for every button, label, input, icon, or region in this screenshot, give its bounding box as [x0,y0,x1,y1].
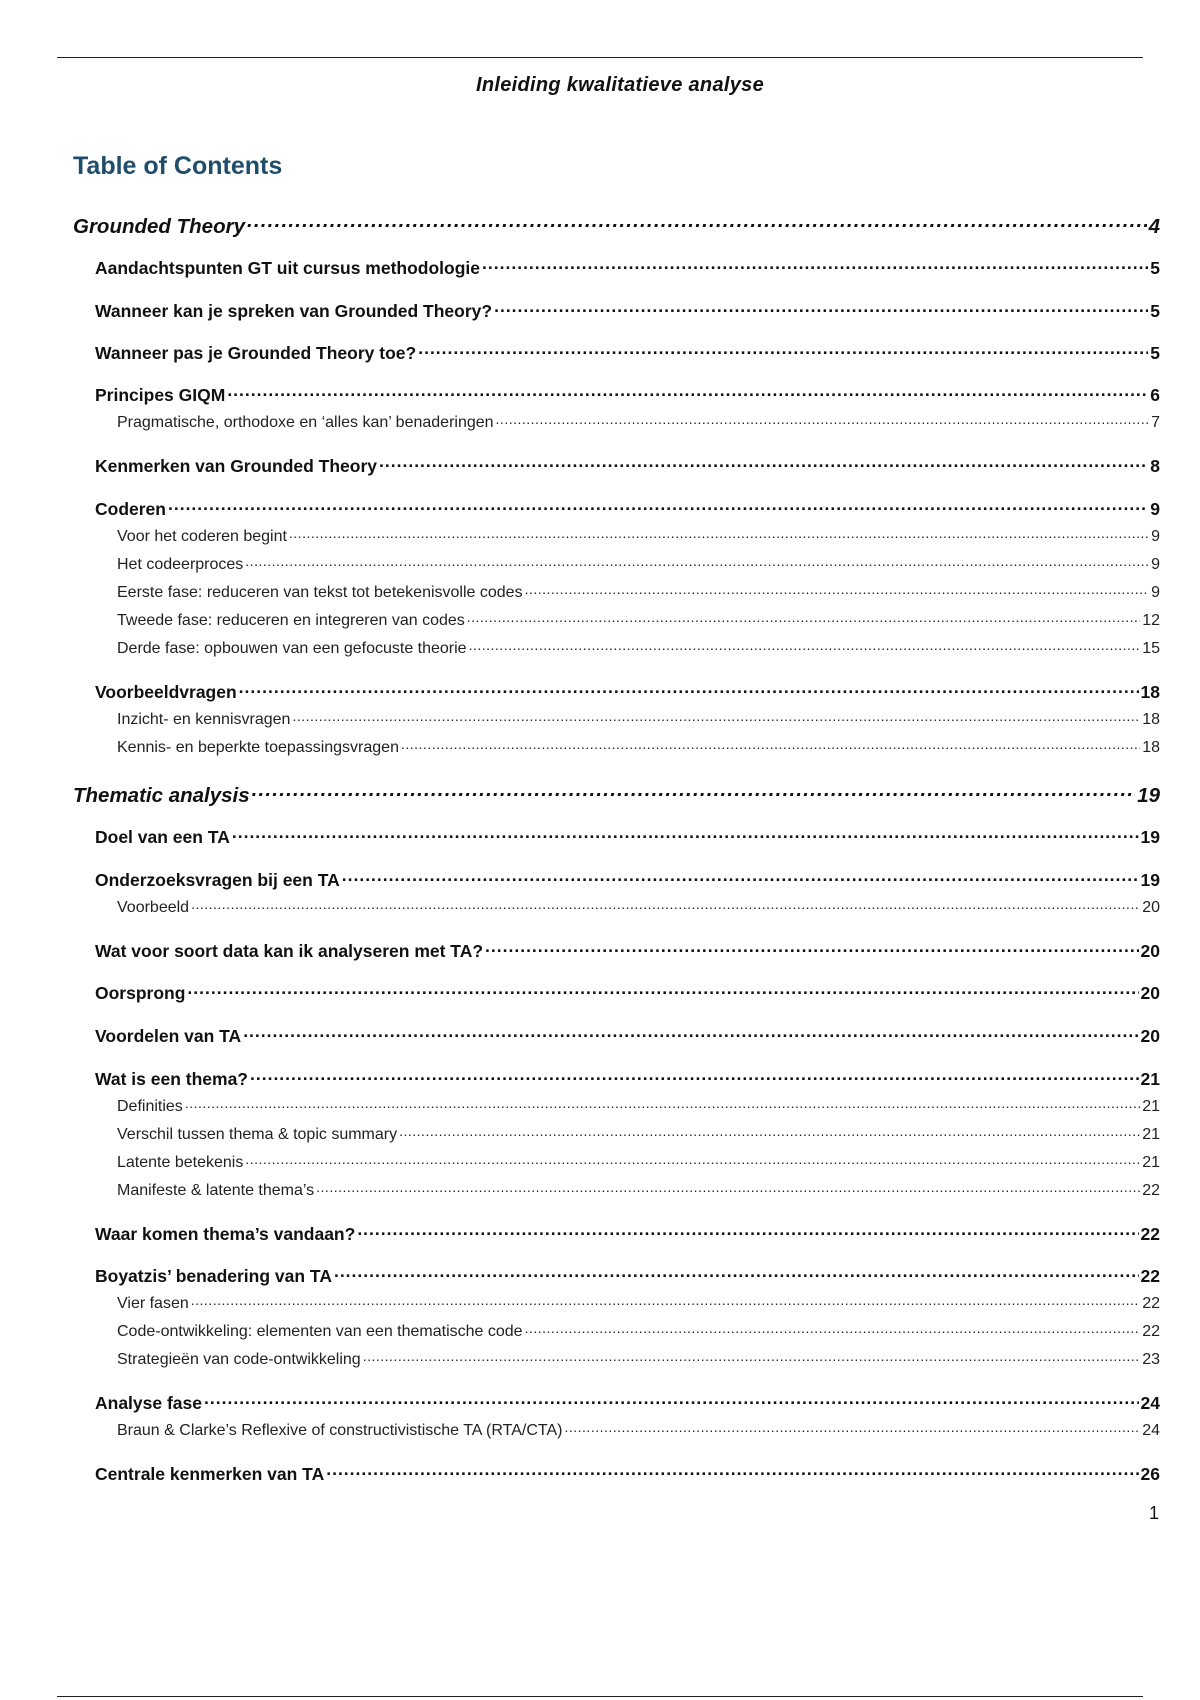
running-header: Inleiding kwalitatieve analyse [475,74,764,96]
toc-dot-leader [525,581,1150,597]
toc-entry-page: 18 [1142,711,1160,728]
toc-entry-page: 21 [1142,1126,1160,1143]
toc-entry-level-3[interactable] [117,637,1160,658]
toc-dot-leader [467,609,1140,625]
toc-entry-page: 23 [1142,1351,1160,1368]
toc-entry-label: Wat voor soort data kan ik analyseren met TA? [95,940,484,961]
toc-entry-level-3[interactable] [117,553,1160,574]
toc-dot-leader [292,708,1140,724]
toc-entry-level-3[interactable] [117,896,1160,917]
toc-entry-level-3[interactable] [117,1179,1160,1200]
toc-entry-label: Voor het coderen begint [117,528,287,545]
toc-entry-level-1[interactable] [73,212,1160,239]
toc-entry-level-2[interactable] [95,454,1160,477]
toc-entry-level-3[interactable] [117,609,1160,630]
toc-entry-label: Boyatzis’ benadering van TA [95,1265,332,1286]
footer-rule [57,1696,1143,1697]
toc-entry-level-3[interactable] [117,708,1160,729]
toc-entry-level-3[interactable] [117,736,1160,757]
toc-entry-page: 22 [1142,1182,1160,1199]
toc-entry-label: Voordelen van TA [95,1025,242,1046]
toc-entry-page: 9 [1151,556,1160,573]
toc-dot-leader [418,341,1148,359]
toc-dot-leader [227,383,1148,401]
toc-dot-leader [334,1264,1139,1282]
toc-entry-label: Vier fasen [117,1295,189,1312]
toc-entry-page: 20 [1140,982,1160,1003]
toc-entry-level-2[interactable] [95,497,1160,520]
toc-entry-label: Voorbeeldvragen [95,681,237,702]
toc-dot-leader [326,1462,1138,1480]
toc-entry-label: Pragmatische, orthodoxe en ‘alles kan’ benaderingen [117,414,494,431]
toc-entry-page: 9 [1151,584,1160,601]
toc-entry-page: 26 [1140,1463,1160,1484]
toc-entry-label: Wat is een thema? [95,1068,248,1089]
toc-entry-level-3[interactable] [117,581,1160,602]
toc-entry-level-2[interactable] [95,825,1160,848]
toc-entry-page: 20 [1140,940,1160,961]
toc-entry-page: 24 [1140,1392,1160,1413]
toc-dot-leader [485,939,1139,957]
toc-entry-label: Braun & Clarke’s Reflexive of constructivistische TA (RTA/CTA) [117,1422,563,1439]
toc-entry-page: 20 [1142,899,1160,916]
toc-dot-leader [482,256,1148,274]
toc-dot-leader [357,1222,1138,1240]
toc-entry-page: 24 [1142,1422,1160,1439]
toc-entry-level-2[interactable] [95,299,1160,322]
toc-entry-level-2[interactable] [95,868,1160,891]
toc-entry-page: 4 [1148,214,1160,238]
toc-entry-level-2[interactable] [95,1222,1160,1245]
toc-entry-level-2[interactable] [95,1391,1160,1414]
toc-entry-label: Aandachtspunten GT uit cursus methodologie [95,257,481,278]
toc-dot-leader [245,1151,1140,1167]
toc-entry-label: Grounded Theory [73,214,245,238]
toc-entry-level-2[interactable] [95,256,1160,279]
toc-entry-page: 20 [1140,1025,1160,1046]
toc-dot-leader [191,1292,1140,1308]
toc-entry-page: 15 [1142,640,1160,657]
toc-entry-level-3[interactable] [117,525,1160,546]
toc-dot-leader [494,299,1148,317]
toc-entry-page: 5 [1150,300,1160,321]
toc-entry-label: Doel van een TA [95,826,230,847]
toc-dot-leader [525,1320,1141,1336]
toc-entry-page: 5 [1150,342,1160,363]
toc-entry-page: 19 [1140,826,1160,847]
toc-entry-level-2[interactable] [95,1264,1160,1287]
toc-entry-level-2[interactable] [95,680,1160,703]
toc-entry-label: Verschil tussen thema & topic summary [117,1126,398,1143]
toc-entry-level-2[interactable] [95,341,1160,364]
toc-dot-leader [401,736,1140,752]
toc-dot-leader [204,1391,1139,1409]
toc-entry-level-3[interactable] [117,1095,1160,1116]
toc-entry-page: 12 [1142,612,1160,629]
toc-dot-leader [469,637,1141,653]
toc-entry-page: 18 [1140,681,1160,702]
toc-entry-label: Het codeerproces [117,556,244,573]
toc-dot-leader [252,781,1136,802]
toc-entry-page: 19 [1137,783,1160,807]
toc-entry-label: Wanneer pas je Grounded Theory toe? [95,342,417,363]
toc-entry-label: Eerste fase: reduceren van tekst tot betekenisvolle codes [117,584,523,601]
toc-entry-page: 19 [1140,869,1160,890]
toc-entry-label: Tweede fase: reduceren en integreren van codes [117,612,465,629]
toc-entry-page: 6 [1150,384,1160,405]
toc-entry-label: Definities [117,1098,183,1115]
toc-entry-label: Coderen [95,498,166,519]
toc-entry-level-3[interactable] [117,1348,1160,1369]
toc-entry-page: 22 [1140,1265,1160,1286]
toc-entry-label: Principes GIQM [95,384,226,405]
toc-entry-level-3[interactable] [117,411,1160,432]
toc-entry-level-2[interactable] [95,981,1160,1004]
toc-entry-label: Onderzoeksvragen bij een TA [95,869,340,890]
toc-dot-leader [496,411,1150,427]
toc-entry-level-2[interactable] [95,383,1160,406]
toc-entry-page: 5 [1150,257,1160,278]
toc-dot-leader [379,454,1148,472]
toc-entry-level-3[interactable] [117,1292,1160,1313]
toc-entry-level-2[interactable] [95,1462,1160,1485]
toc-entry-page: 21 [1140,1068,1160,1089]
toc-entry-page: 18 [1142,739,1160,756]
toc-entry-page: 7 [1151,414,1160,431]
toc-dot-leader [363,1348,1141,1364]
toc-entry-level-2[interactable] [95,1067,1160,1090]
toc-entry-page: 21 [1142,1154,1160,1171]
toc-dot-leader [187,981,1138,999]
toc-entry-page: 22 [1140,1223,1160,1244]
toc-entry-label: Waar komen thema’s vandaan? [95,1223,356,1244]
toc-entry-label: Derde fase: opbouwen van een gefocuste theorie [117,640,467,657]
toc-entry-label: Oorsprong [95,982,186,1003]
toc-entry-label: Manifeste & latente thema’s [117,1182,315,1199]
toc-entry-page: 21 [1142,1098,1160,1115]
toc-entry-label: Voorbeeld [117,899,190,916]
toc-entry-label: Kennis- en beperkte toepassingsvragen [117,739,399,756]
toc-entry-label: Centrale kenmerken van TA [95,1463,325,1484]
toc-dot-leader [239,680,1139,698]
toc-dot-leader [168,497,1148,515]
header-rule [57,57,1143,58]
toc-entry-label: Latente betekenis [117,1154,244,1171]
toc-entry-label: Analyse fase [95,1392,203,1413]
toc-dot-leader [185,1095,1140,1111]
toc-entry-page: 22 [1142,1323,1160,1340]
toc-title: Table of Contents [73,152,283,180]
toc-dot-leader [289,525,1149,541]
toc-entry-level-2[interactable] [95,939,1160,962]
toc-entry-page: 8 [1150,455,1160,476]
toc-dot-leader [232,825,1139,843]
toc-dot-leader [245,553,1149,569]
page-number: 1 [1148,1503,1159,1523]
toc-entry-level-3[interactable] [117,1123,1160,1144]
toc-entry-page: 22 [1142,1295,1160,1312]
toc-entry-page: 9 [1150,498,1160,519]
toc-dot-leader [342,868,1139,886]
toc-entry-level-3[interactable] [117,1151,1160,1172]
toc-dot-leader [399,1123,1140,1139]
toc-entry-label: Code-ontwikkeling: elementen van een thematische code [117,1323,523,1340]
toc-dot-leader [191,896,1140,912]
toc-entry-page: 9 [1151,528,1160,545]
toc-dot-leader [316,1179,1140,1195]
toc-entry-label: Strategieën van code-ontwikkeling [117,1351,361,1368]
toc-entry-label: Kenmerken van Grounded Theory [95,455,378,476]
toc-entry-label: Thematic analysis [73,783,250,807]
toc-entry-level-3[interactable] [117,1320,1160,1341]
toc-entry-label: Inzicht- en kennisvragen [117,711,291,728]
toc-entry-label: Wanneer kan je spreken van Grounded Theory? [95,300,493,321]
toc-dot-leader [564,1419,1140,1435]
toc-dot-leader [247,212,1147,233]
toc-dot-leader [243,1024,1138,1042]
toc-dot-leader [250,1067,1139,1085]
toc-entry-level-2[interactable] [95,1024,1160,1047]
toc-entry-level-3[interactable] [117,1419,1160,1440]
toc-entry-level-1[interactable] [73,781,1160,808]
